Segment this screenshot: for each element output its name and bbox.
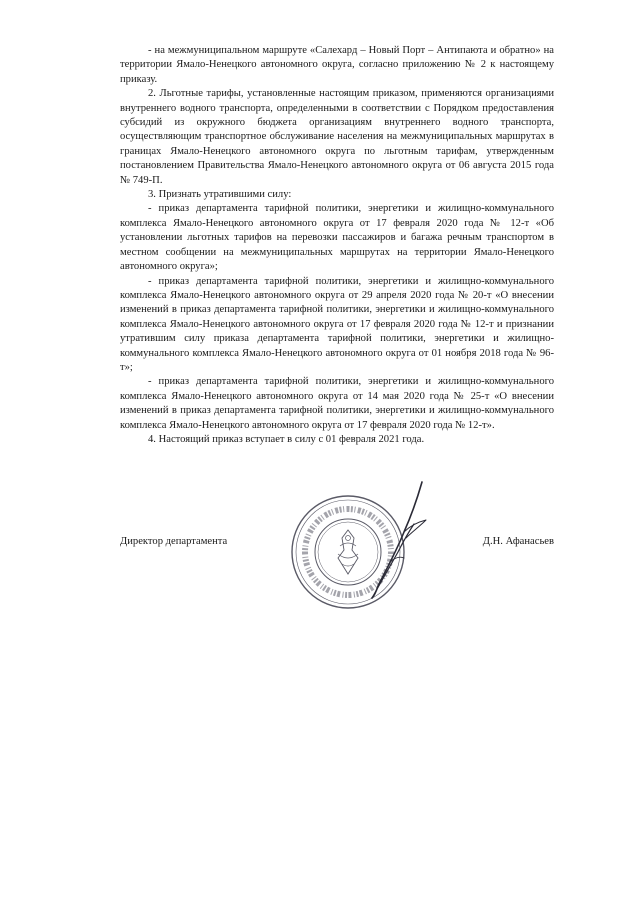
signatory-title: Директор департамента xyxy=(120,536,228,547)
paragraph-repealed-order-2: - приказ департамента тарифной политики, энергетики и жилищно-коммунального комплекса Ямало-Ненецкого автономного округа от 29 апреля 2020 года № 20-т «О внесении изменений в приказ департамента тарифной политики, энергетики и жилищно-коммунального комплекса Ямало-Ненецкого автономного округа от 17 февраля 2020 года № 12-т и признании утратившим силу приказа департамента тарифной политики, энергетики и жилищно-коммунального комплекса Ямало-Ненецкого автономного округа от 01 ноября 2018 года № 96-т»; xyxy=(120,275,554,373)
paragraph-route-clause: - на межмуниципальном маршруте «Салехард – Новый Порт – Антипаюта и обратно» на территории Ямало-Ненецкого автономного округа, согласно приложению № 2 к настоящему приказу. xyxy=(120,45,554,85)
paragraph-repealed-order-1: - приказ департамента тарифной политики, энергетики и жилищно-коммунального комплекса Ямало-Ненецкого автономного округа от 17 февраля 2020 года № 12-т «Об установлении льготных тарифов на перевозки пассажиров и багажа речным транспортом в местном сообщении на межмуниципальных маршрутах на территории Ямало-Ненецкого автономного округа»; xyxy=(120,203,554,273)
paragraph-repealed-order-3: - приказ департамента тарифной политики, энергетики и жилищно-коммунального комплекса Ямало-Ненецкого автономного округа от 14 мая 2020 года № 25-т «О внесении изменений в приказ департамента тарифной политики, энергетики и жилищно-коммунального комплекса Ямало-Ненецкого автономного округа от 17 февраля 2020 года № 12-т». xyxy=(120,376,554,431)
document-body xyxy=(120,44,554,447)
paragraph-item-3-heading: 3. Признать утратившими силу: xyxy=(148,189,292,201)
handwritten-signature-icon xyxy=(360,474,440,604)
paragraph-item-2: 2. Льготные тарифы, установленные настоящим приказом, применяются организациями внутреннего водного транспорта, определенными в соответствии с Порядком предоставления субсидий из окружного бюджета организациям внутреннего водного транспорта, осуществляющим транспортное обслуживание населения на межмуниципальных маршрутах в границах Ямало-Ненецкого автономного округа по льготным тарифам, утвержденным постановлением Правительства Ямало-Ненецкого автономного округа от 06 августа 2015 года № 749-П. xyxy=(120,88,554,186)
signatory-name: Д.Н. Афанасьев xyxy=(482,536,554,547)
paragraph-item-4: 4. Настоящий приказ вступает в силу с 01 февраля 2021 года. xyxy=(148,433,425,445)
